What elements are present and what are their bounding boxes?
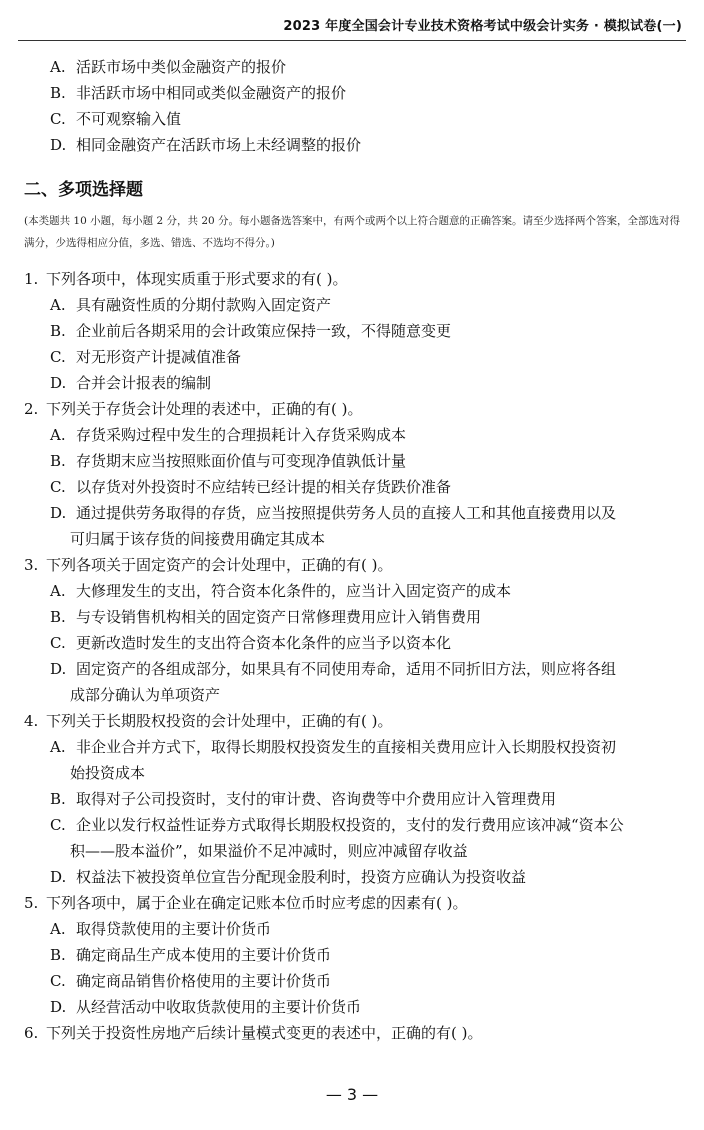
header-rule xyxy=(18,40,686,41)
option-text-continuation: 可归属于该存货的间接费用确定其成本 xyxy=(70,530,326,548)
section-instructions: (本类题共 10 小题，每小题 2 分，共 20 分。每小题备选答案中，有两个或两个以上符合题意的正确答案。请至少选择两个答案，全部选对得满分，少选得相应分值，多选、错选、不选均不得分。) xyxy=(24,215,681,249)
question-text: 下列各项关于固定资产的会计处理中，正确的有( )。 xyxy=(46,556,393,574)
question-text: 下列关于存货会计处理的表述中，正确的有( )。 xyxy=(46,400,363,418)
option-label: B. xyxy=(50,84,66,102)
question-text: 下列关于长期股权投资的会计处理中，正确的有( )。 xyxy=(46,712,393,730)
option-label: C. xyxy=(50,110,66,128)
option-item xyxy=(0,318,704,344)
option-item xyxy=(0,80,704,106)
question-text: 下列各项中，体现实质重于形式要求的有( )。 xyxy=(46,270,348,288)
option-item xyxy=(0,344,704,370)
option-item xyxy=(0,630,704,656)
option-label: A. xyxy=(50,738,66,756)
option-item xyxy=(0,942,704,968)
question-stem xyxy=(0,1020,704,1046)
option-item xyxy=(0,132,704,158)
option-text-continuation: 始投资成本 xyxy=(70,764,146,782)
option-text: 相同金融资产在活跃市场上未经调整的报价 xyxy=(76,136,362,154)
option-text: 对无形资产计提减值准备 xyxy=(76,348,242,366)
question-stem xyxy=(0,708,704,734)
option-text: 确定商品生产成本使用的主要计价货币 xyxy=(76,946,332,964)
option-label: C. xyxy=(50,972,66,990)
option-item xyxy=(0,786,704,812)
question xyxy=(0,890,704,1020)
option-item xyxy=(0,994,704,1020)
option-label: A. xyxy=(50,920,66,938)
question-number: 5. xyxy=(24,894,39,912)
option-label: D. xyxy=(50,998,67,1016)
option-item xyxy=(0,916,704,942)
question-number: 2. xyxy=(24,400,39,418)
option-label: D. xyxy=(50,504,67,522)
option-item xyxy=(0,656,704,682)
option-text: 存货采购过程中发生的合理损耗计入存货采购成本 xyxy=(76,426,407,444)
question-stem xyxy=(0,266,704,292)
question-stem xyxy=(0,396,704,422)
option-text: 取得对子公司投资时，支付的审计费、咨询费等中介费用应计入管理费用 xyxy=(76,790,557,808)
option-label: C. xyxy=(50,478,66,496)
option-label: C. xyxy=(50,348,66,366)
running-header: 2023 年度全国会计专业技术资格考试中级会计实务 · 模拟试卷(一) xyxy=(283,19,682,34)
option-item xyxy=(0,292,704,318)
option-text: 权益法下被投资单位宣告分配现金股利时，投资方应确认为投资收益 xyxy=(76,868,527,886)
previous-question-options xyxy=(0,54,704,158)
option-label: B. xyxy=(50,790,66,808)
option-text: 存货期末应当按照账面价值与可变现净值孰低计量 xyxy=(76,452,407,470)
option-label: C. xyxy=(50,816,66,834)
option-text-continuation: 成部分确认为单项资产 xyxy=(70,686,221,704)
option-item xyxy=(0,812,704,838)
option-text: 固定资产的各组成部分，如果具有不同使用寿命，适用不同折旧方法，则应将各组 xyxy=(76,660,617,678)
option-text: 非活跃市场中相同或类似金融资产的报价 xyxy=(76,84,347,102)
option-label: D. xyxy=(50,136,67,154)
question xyxy=(0,266,704,396)
option-item xyxy=(0,106,704,132)
option-item xyxy=(0,604,704,630)
page-number: — 3 — xyxy=(325,1085,379,1104)
option-text: 企业以发行权益性证券方式取得长期股权投资的，支付的发行费用应该冲减“资本公 xyxy=(76,816,624,834)
option-text: 确定商品销售价格使用的主要计价货币 xyxy=(76,972,332,990)
option-text: 以存货对外投资时不应结转已经计提的相关存货跌价准备 xyxy=(76,478,452,496)
option-text: 大修理发生的支出，符合资本化条件的，应当计入固定资产的成本 xyxy=(76,582,512,600)
option-label: B. xyxy=(50,452,66,470)
option-label: A. xyxy=(50,296,66,314)
question-text: 下列各项中，属于企业在确定记账本位币时应考虑的因素有( )。 xyxy=(46,894,468,912)
option-text: 通过提供劳务取得的存货，应当按照提供劳务人员的直接人工和其他直接费用以及 xyxy=(76,504,617,522)
option-item xyxy=(0,474,704,500)
option-text: 非企业合并方式下，取得长期股权投资发生的直接相关费用应计入长期股权投资初 xyxy=(76,738,617,756)
option-label: A. xyxy=(50,58,66,76)
option-text: 更新改造时发生的支出符合资本化条件的应当予以资本化 xyxy=(76,634,452,652)
option-text: 企业前后各期采用的会计政策应保持一致，不得随意变更 xyxy=(76,322,452,340)
option-label: D. xyxy=(50,374,67,392)
question-number: 3. xyxy=(24,556,39,574)
option-label: D. xyxy=(50,660,67,678)
option-text: 与专设销售机构相关的固定资产日常修理费用应计入销售费用 xyxy=(76,608,482,626)
option-label: C. xyxy=(50,634,66,652)
option-text: 合并会计报表的编制 xyxy=(76,374,212,392)
question-number: 4. xyxy=(24,712,39,730)
option-label: A. xyxy=(50,582,66,600)
section-title: 二、多项选择题 xyxy=(24,180,143,200)
option-item xyxy=(0,578,704,604)
option-text: 不可观察输入值 xyxy=(76,110,182,128)
page-content xyxy=(0,54,704,1046)
question xyxy=(0,552,704,708)
question-text: 下列关于投资性房地产后续计量模式变更的表述中，正确的有( )。 xyxy=(46,1024,483,1042)
option-text: 具有融资性质的分期付款购入固定资产 xyxy=(76,296,332,314)
option-label: A. xyxy=(50,426,66,444)
option-label: B. xyxy=(50,322,66,340)
question-number: 6. xyxy=(24,1024,39,1042)
question-stem xyxy=(0,552,704,578)
option-text: 从经营活动中收取货款使用的主要计价货币 xyxy=(76,998,362,1016)
option-item xyxy=(0,448,704,474)
option-item xyxy=(0,422,704,448)
option-item xyxy=(0,500,704,526)
option-label: B. xyxy=(50,946,66,964)
option-label: D. xyxy=(50,868,67,886)
option-text-continuation: 积——股本溢价”，如果溢价不足冲减时，则应冲减留存收益 xyxy=(70,842,468,860)
option-item xyxy=(0,54,704,80)
question-stem xyxy=(0,890,704,916)
option-text: 活跃市场中类似金融资产的报价 xyxy=(76,58,287,76)
question xyxy=(0,1020,704,1046)
question xyxy=(0,396,704,552)
option-item xyxy=(0,370,704,396)
option-item xyxy=(0,968,704,994)
option-label: B. xyxy=(50,608,66,626)
question-number: 1. xyxy=(24,270,39,288)
question xyxy=(0,708,704,890)
option-item xyxy=(0,734,704,760)
question-list xyxy=(0,266,704,1046)
option-text: 取得贷款使用的主要计价货币 xyxy=(76,920,272,938)
option-item xyxy=(0,864,704,890)
